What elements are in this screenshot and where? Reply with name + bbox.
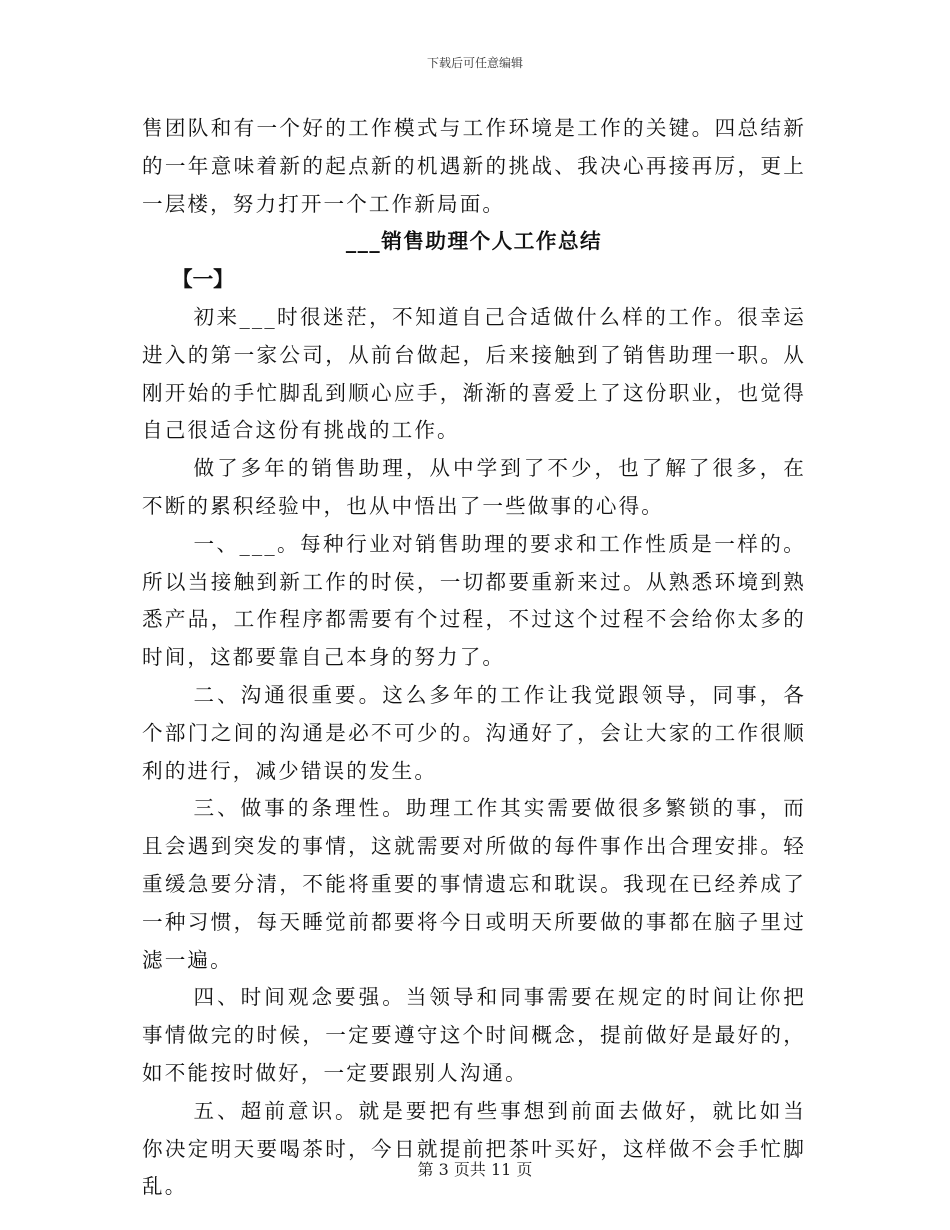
- section-label: 【一】: [172, 267, 234, 292]
- body-paragraph: 二、沟通很重要。这么多年的工作让我觉跟领导，同事，各个部门之间的沟通是必不可少的。沟通好了，会让大家的工作很顺利的进行，减少错误的发生。: [142, 682, 806, 783]
- body-paragraph: 做了多年的销售助理，从中学到了不少，也了解了很多，在不断的累积经验中，也从中悟出了一些做事的心得。: [142, 456, 806, 518]
- intro-paragraph: 售团队和有一个好的工作模式与工作环境是工作的关键。四总结新的一年意味着新的起点新的机遇新的挑战、我决心再接再厉，更上一层楼，努力打开一个工作新局面。: [142, 116, 806, 216]
- body-paragraph: 四、时间观念要强。当领导和同事需要在规定的时间让你把事情做完的时候，一定要遵守这个时间概念，提前做好是最好的，如不能按时做好，一定要跟别人沟通。: [142, 985, 806, 1085]
- body-paragraph: 初来___时很迷茫，不知道自己合适做什么样的工作。很幸运进入的第一家公司，从前台做起，后来接触到了销售助理一职。从刚开始的手忙脚乱到顺心应手，渐渐的喜爱上了这份职业，也觉得自己很适合这份有挑战的工作。: [142, 304, 806, 443]
- body-paragraph: 一、___。每种行业对销售助理的要求和工作性质是一样的。所以当接触到新工作的时侯，一切都要重新来过。从熟悉环境到熟悉产品，工作程序都需要有个过程，不过这个过程不会给你太多的时间，这都要靠自己本身的努力了。: [142, 531, 806, 670]
- document-title: ___销售助理个人工作总结: [345, 229, 603, 254]
- body-paragraph: 五、超前意识。就是要把有些事想到前面去做好，就比如当你决定明天要喝茶时，今日就提前把茶叶买好，这样做不会手忙脚乱。: [142, 1098, 806, 1199]
- page-header: 下载后可任意编辑: [426, 56, 523, 70]
- body-paragraph: 三、做事的条理性。助理工作其实需要做很多繁锁的事，而且会遇到突发的事情，这就需要对所做的每件事作出合理安排。轻重缓急要分清，不能将重要的事情遗忘和耽误。我现在已经养成了一种习惯，每天睡觉前都要将今日或明天所要做的事都在脑子里过滤一遍。: [142, 796, 806, 972]
- document-body: [142, 110, 806, 1206]
- page-footer: 第 3 页共 11 页: [417, 1160, 533, 1179]
